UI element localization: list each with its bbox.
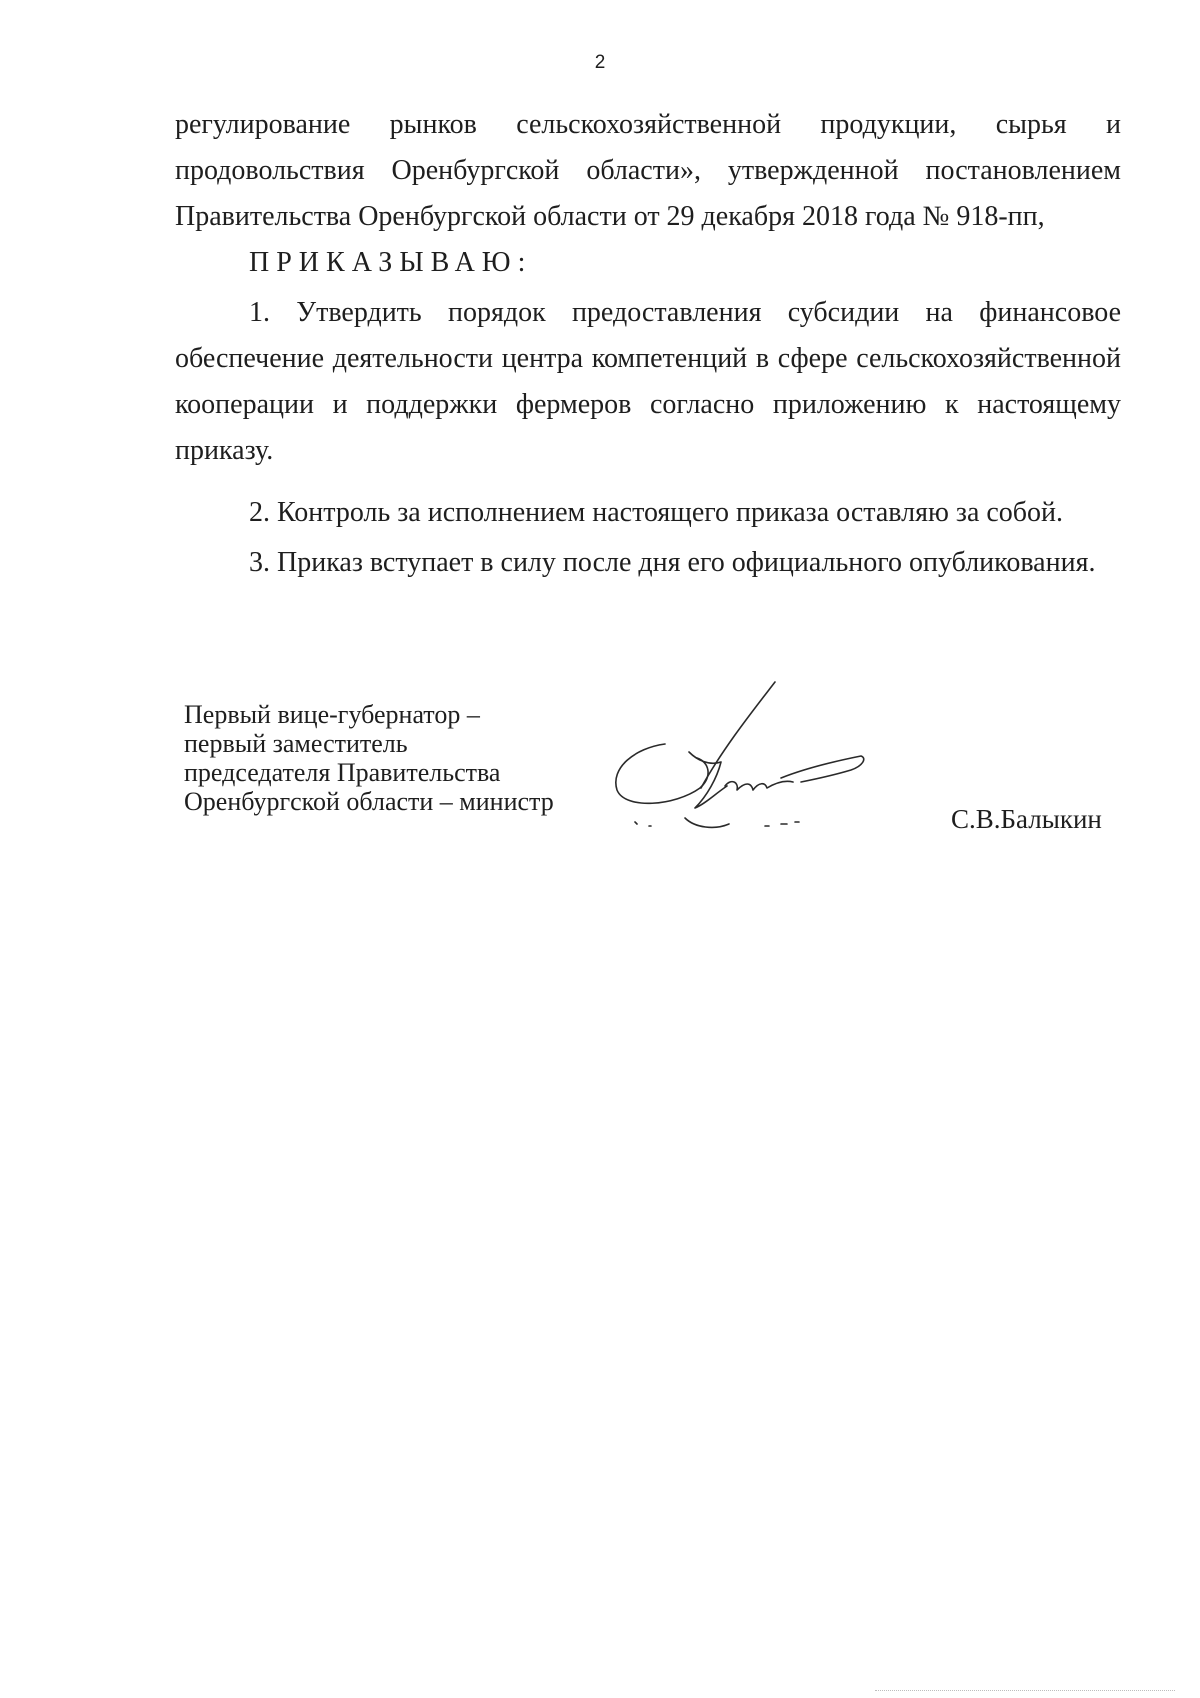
signer-title-line: Оренбургской области – министр — [184, 787, 554, 816]
signer-title-line: первый заместитель — [184, 729, 408, 758]
order-heading: ПРИКАЗЫВАЮ: — [249, 247, 533, 278]
page-number: 2 — [594, 52, 606, 73]
signer-name: С.В.Балыкин — [951, 804, 1102, 834]
order-item-1: 1. Утвердить порядок предоставления субсидии на финансовое обеспечение деятельности центра компетенций в сфере сельскохозяйственной кооперации и поддержки фермеров согласно приложению к настоящему приказу. — [175, 297, 1121, 466]
handwritten-signature — [605, 678, 885, 848]
order-item-2: 2. Контроль за исполнением настоящего приказа оставляю за собой. — [249, 497, 1064, 528]
order-item-3: 3. Приказ вступает в силу после дня его официального опубликования. — [249, 547, 1096, 578]
scan-edge-mark — [875, 1690, 1175, 1691]
signer-title-line: Первый вице-губернатор – — [184, 700, 480, 729]
intro-paragraph: регулирование рынков сельскохозяйственной продукции, сырья и продовольствия Оренбургской области», утвержденной постановлением Правительства Оренбургской области от 29 декабря 2018 года № 918-пп, — [175, 109, 1121, 232]
signer-title — [184, 700, 554, 816]
signer-title-line: председателя Правительства — [184, 758, 501, 787]
